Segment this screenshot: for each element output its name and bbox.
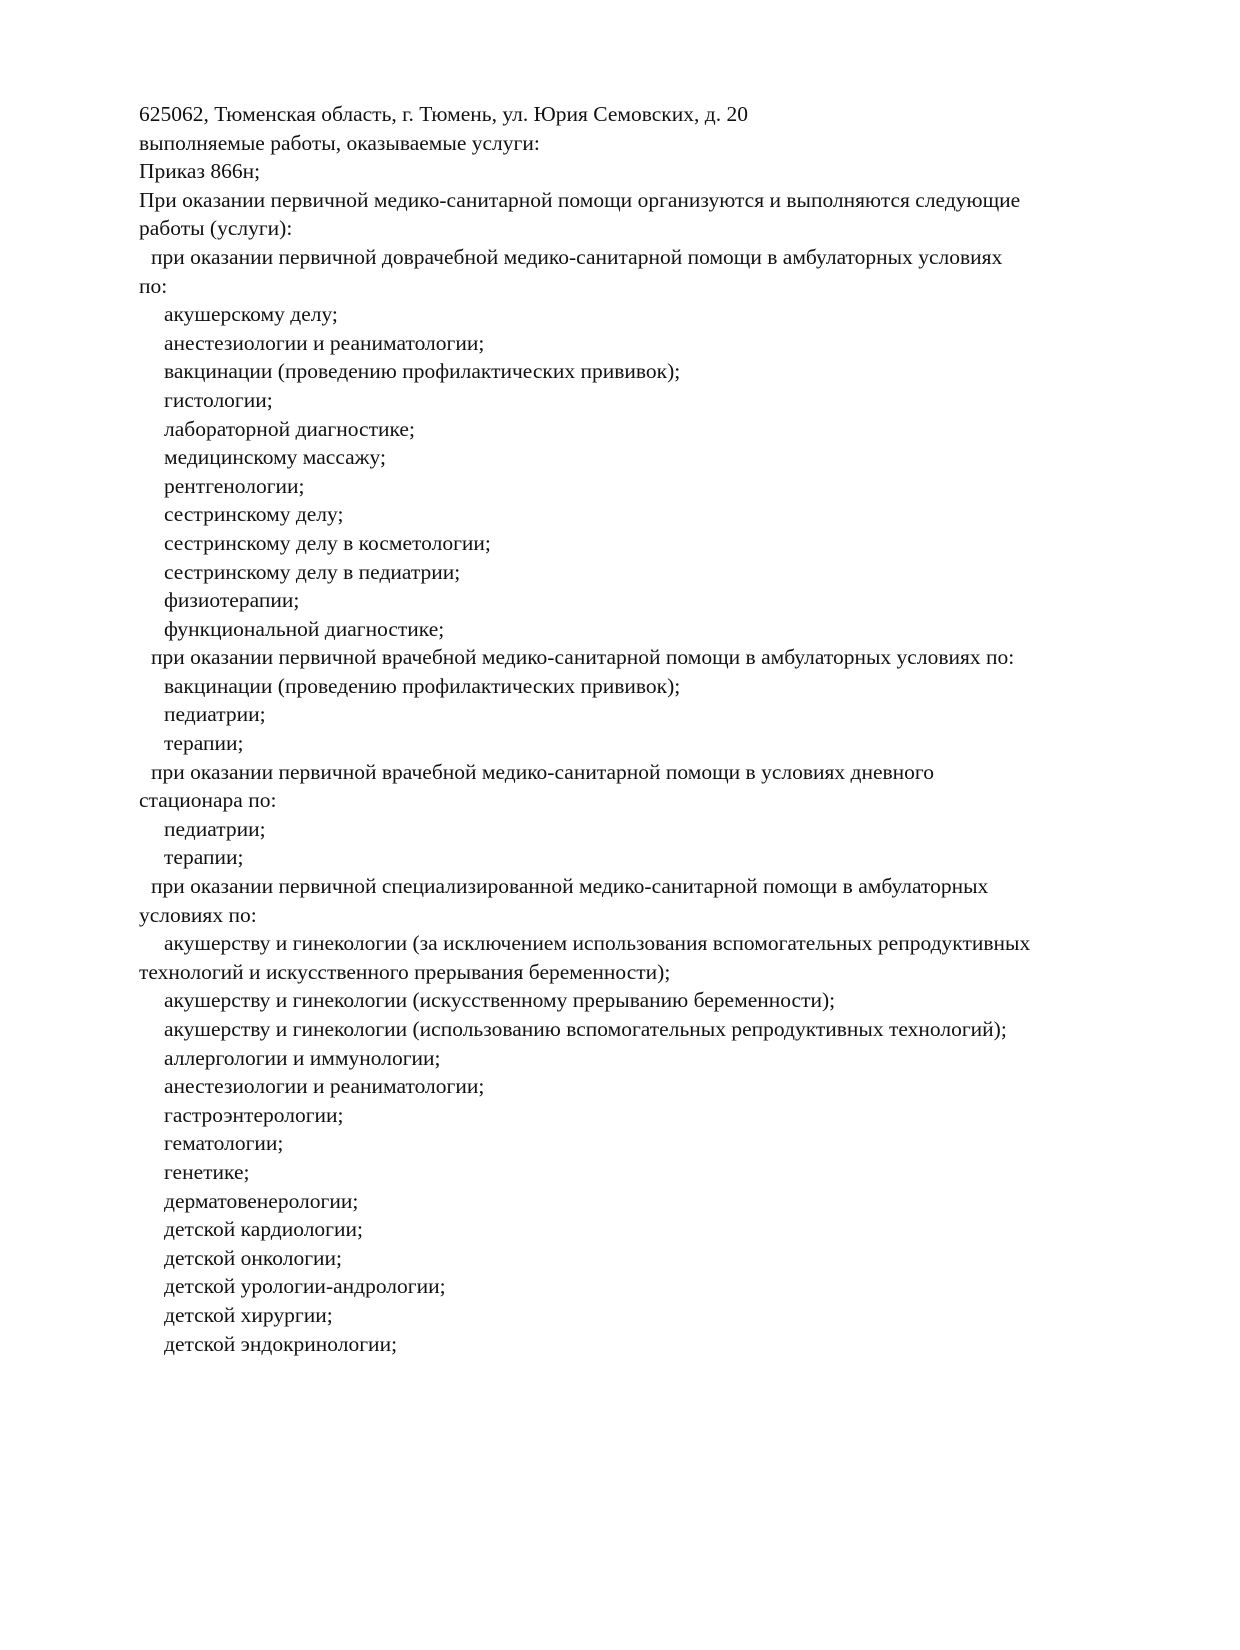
list-item-wrapped-continuation: технологий и искусственного прерывания беременности); [139,959,671,984]
section-header-continuation: по: [139,273,168,298]
list-item: дерматовенерологии; [164,1188,359,1213]
list-item: гистологии; [164,387,273,412]
list-item: анестезиологии и реаниматологии; [164,1074,485,1099]
list-item: гастроэнтерологии; [164,1102,344,1127]
list-item: детской кардиологии; [164,1217,363,1242]
section-physician-outpatient [139,643,1129,757]
list-item: аллергологии и иммунологии; [164,1045,441,1070]
list-item: терапии; [164,731,244,756]
section-specialized-outpatient [139,872,1129,1358]
list-item: генетике; [164,1159,250,1184]
works-label: выполняемые работы, оказываемые услуги: [139,130,540,155]
list-item: анестезиологии и реаниматологии; [164,330,485,355]
section-header: при оказании первичной специализированной медико-санитарной помощи в амбулаторных [151,874,989,899]
section-prehospital-outpatient [139,243,1129,643]
section-header-continuation: условиях по: [139,902,257,927]
section-physician-day-hospital [139,758,1129,872]
intro-text-line2: работы (услуги): [139,216,293,241]
list-item-wrapped: акушерству и гинекологии (за исключением использования вспомогательных репродуктивных [164,931,1031,956]
list-item: терапии; [164,845,244,870]
list-item: детской урологии-андрологии; [164,1274,446,1299]
order-reference: Приказ 866н; [139,159,261,184]
section-header: при оказании первичной врачебной медико-санитарной помощи в амбулаторных условиях по: [151,645,1015,670]
list-item: акушерству и гинекологии (искусственному прерыванию беременности); [164,988,836,1013]
section-header-continuation: стационара по: [139,788,277,813]
list-item: детской эндокринологии; [164,1331,398,1356]
list-item: сестринскому делу в педиатрии; [164,559,461,584]
list-item: сестринскому делу; [164,502,344,527]
list-item: акушерскому делу; [164,302,338,327]
document-page [139,100,1129,1358]
list-item: детской онкологии; [164,1245,343,1270]
list-item: рентгенологии; [164,473,305,498]
list-item: вакцинации (проведению профилактических прививок); [164,673,681,698]
list-item: лабораторной диагностике; [164,416,415,441]
list-item: акушерству и гинекологии (использованию вспомогательных репродуктивных технологий); [164,1017,1007,1041]
list-item: функциональной диагностике; [164,616,445,641]
list-item: педиатрии; [164,816,266,841]
section-header: при оказании первичной врачебной медико-санитарной помощи в условиях дневного [151,759,934,784]
list-item: педиатрии; [164,702,266,727]
list-item: медицинскому массажу; [164,445,386,470]
list-item: гематологии; [164,1131,284,1156]
list-item: детской хирургии; [164,1302,333,1327]
address-line: 625062, Тюменская область, г. Тюмень, ул. Юрия Семовских, д. 20 [139,102,748,126]
list-item: сестринскому делу в косметологии; [164,530,491,555]
list-item: физиотерапии; [164,588,300,613]
section-header: при оказании первичной доврачебной медико-санитарной помощи в амбулаторных условиях [151,244,1003,269]
intro-text-line1: При оказании первичной медико-санитарной помощи организуются и выполняются следующие [139,187,1021,212]
list-item: вакцинации (проведению профилактических прививок); [164,359,681,384]
